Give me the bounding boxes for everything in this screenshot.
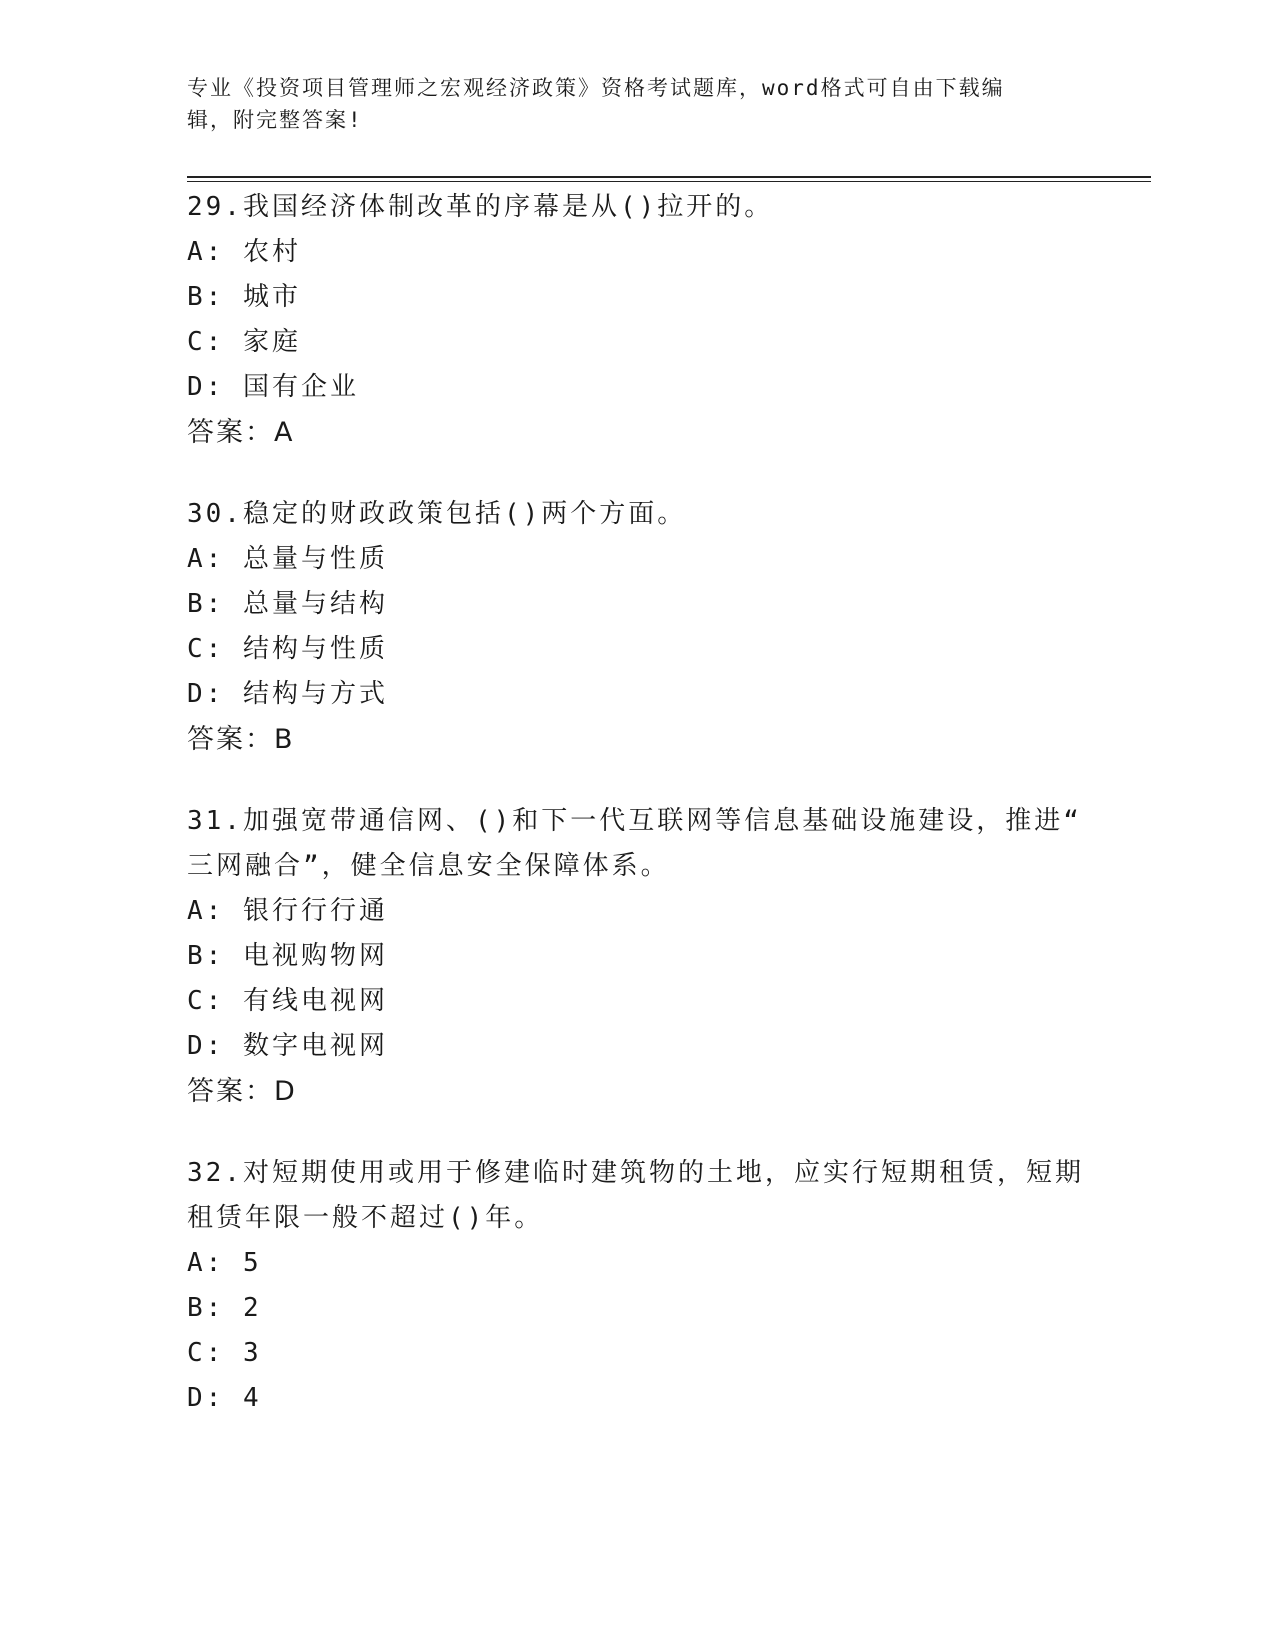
question-stem [187, 799, 1087, 889]
option-d: D: 结构与方式 [187, 679, 388, 709]
question-30 [187, 492, 1087, 762]
option-b: B: 2 [187, 1293, 262, 1323]
option-a: A: 农村 [187, 237, 301, 267]
option-b: B: 总量与结构 [187, 589, 388, 619]
question-stem [187, 185, 1087, 230]
option-b: B: 城市 [187, 282, 301, 312]
stem-line: 租赁年限一般不超过()年。 [187, 1203, 544, 1233]
answer-label: 答案：B [187, 724, 295, 755]
answer-label: 答案：A [187, 417, 295, 448]
option-c: C: 家庭 [187, 327, 301, 357]
header-line-2: 辑，附完整答案! [187, 108, 363, 132]
option-d: D: 4 [187, 1383, 262, 1413]
header-divider-thin [187, 181, 1151, 182]
option-d: D: 数字电视网 [187, 1031, 388, 1061]
answer-label: 答案：D [187, 1076, 297, 1107]
option-c: C: 结构与性质 [187, 634, 388, 664]
option-a: A: 总量与性质 [187, 544, 388, 574]
question-29 [187, 185, 1087, 455]
question-31 [187, 799, 1087, 1114]
option-d: D: 国有企业 [187, 372, 359, 402]
question-stem [187, 1151, 1087, 1241]
question-stem [187, 492, 1087, 537]
stem-line: 三网融合”，健全信息安全保障体系。 [187, 851, 670, 881]
option-c: C: 3 [187, 1338, 262, 1368]
stem-line: 30.稳定的财政政策包括()两个方面。 [187, 499, 687, 529]
option-b: B: 电视购物网 [187, 941, 388, 971]
question-32 [187, 1151, 1087, 1421]
document-header [187, 72, 1067, 136]
header-divider-thick [187, 176, 1151, 178]
option-c: C: 有线电视网 [187, 986, 388, 1016]
stem-line: 29.我国经济体制改革的序幕是从()拉开的。 [187, 192, 774, 222]
stem-line: 32.对短期使用或用于修建临时建筑物的土地，应实行短期租赁，短期 [187, 1158, 1084, 1188]
header-line-1: 专业《投资项目管理师之宏观经济政策》资格考试题库，word格式可自由下载编 [187, 76, 1005, 100]
option-a: A: 5 [187, 1248, 262, 1278]
option-a: A: 银行行行通 [187, 896, 388, 926]
stem-line: 31.加强宽带通信网、()和下一代互联网等信息基础设施建设，推进“ [187, 806, 1082, 836]
